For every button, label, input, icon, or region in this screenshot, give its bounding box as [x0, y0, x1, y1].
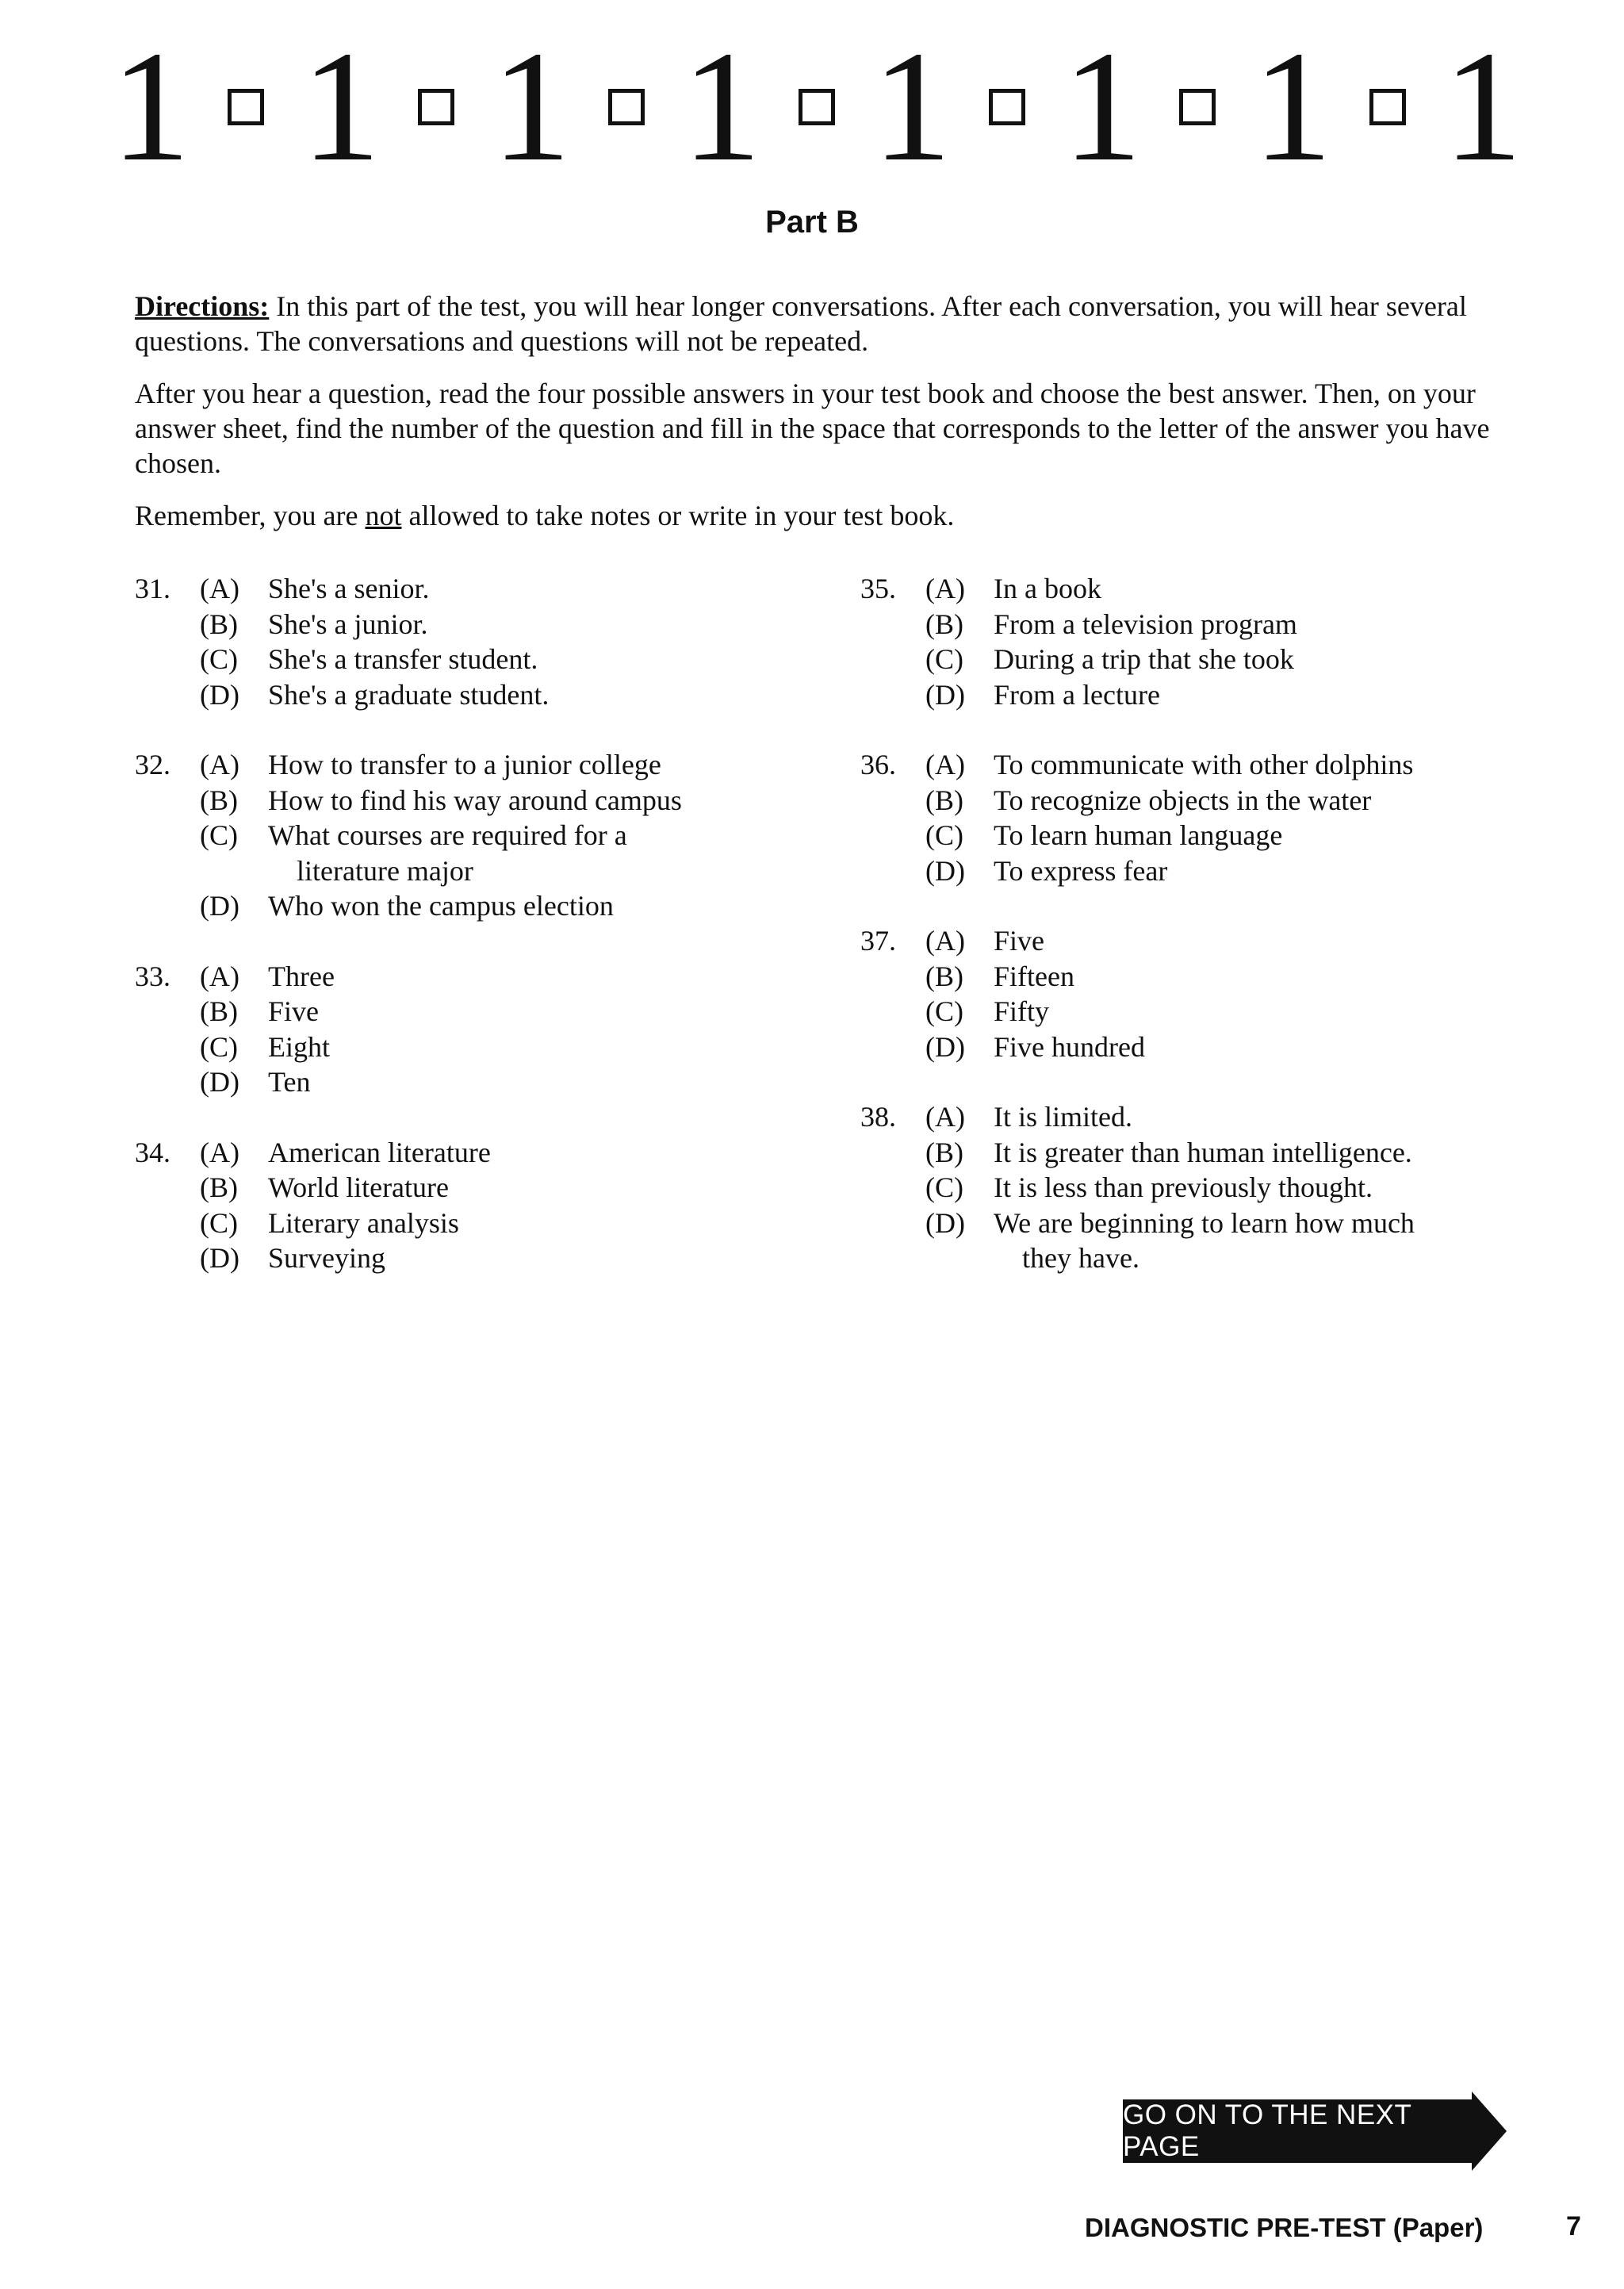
question-number: 38.: [860, 1101, 896, 1133]
option-letter: (B): [200, 1171, 238, 1203]
option-letter: (A): [925, 925, 965, 957]
page-number: 7: [1566, 2211, 1581, 2241]
option-text-line: It is limited.: [994, 1101, 1132, 1133]
answer-option: [200, 677, 833, 713]
directions-label: Directions:: [135, 290, 270, 322]
answer-option: [925, 1029, 1550, 1065]
option-text: [268, 747, 833, 783]
answer-option: [200, 1170, 833, 1206]
section-number-digit: 1: [872, 19, 952, 194]
question-item: [135, 959, 833, 1100]
answer-option: [925, 677, 1550, 713]
answer-option: [925, 1206, 1550, 1276]
directions-paragraph: [135, 289, 1499, 358]
section-number-digit: 1: [682, 19, 761, 194]
option-text: [994, 818, 1550, 853]
option-text: [268, 888, 833, 924]
option-letter: (D): [200, 678, 239, 711]
option-text-line: To express fear: [994, 854, 1168, 887]
reminder-emphasis: not: [365, 500, 402, 531]
option-text-line: During a trip that she took: [994, 643, 1294, 675]
option-text-line: Three: [268, 960, 335, 992]
option-text: [994, 1135, 1550, 1171]
option-text: [268, 642, 833, 677]
option-text-line: Ten: [268, 1066, 311, 1098]
question-number: 34.: [135, 1136, 170, 1168]
option-text: [994, 747, 1550, 783]
answer-option: [200, 1029, 833, 1065]
part-title: Part B: [765, 205, 859, 240]
option-letter: (A): [200, 573, 239, 604]
instructions-paragraph: After you hear a question, read the four possible answers in your test book and choose the best answer. Then, on your answer sheet, find the number of the question and fill in the space that corresponds to the letter of the answer you have chosen.: [135, 378, 1490, 479]
option-text-line: She's a transfer student.: [268, 643, 538, 675]
answer-option: [925, 1099, 1550, 1135]
questions-column-left: [135, 571, 833, 1276]
option-text-line: Eight: [268, 1030, 330, 1063]
answer-option: [200, 1135, 833, 1171]
option-letter: (D): [200, 1242, 239, 1274]
option-text-line: Fifteen: [994, 960, 1074, 992]
option-text: [268, 818, 833, 888]
option-text: [268, 1029, 833, 1065]
option-text-continuation: literature major: [297, 854, 473, 887]
section-number-digit: 1: [492, 19, 571, 194]
question-item: [860, 1099, 1550, 1276]
option-letter: (B): [925, 960, 963, 992]
answer-option: [200, 994, 833, 1029]
option-letter: (B): [925, 608, 963, 640]
question-number: 33.: [135, 960, 170, 992]
reminder-text-start: Remember, you are: [135, 500, 366, 531]
option-text: [994, 642, 1550, 677]
option-text: [268, 1135, 833, 1171]
option-letter: (C): [925, 995, 963, 1027]
answer-option: [200, 783, 833, 819]
option-text-line: We are beginning to learn how much: [994, 1206, 1415, 1239]
option-text-line: She's a senior.: [268, 573, 430, 604]
option-text: [994, 607, 1550, 642]
answer-option: [925, 571, 1550, 607]
footer-title: [1085, 2213, 1483, 2243]
option-text-line: How to transfer to a junior college: [268, 749, 661, 780]
square-box-icon: [228, 89, 264, 125]
option-text-line: From a lecture: [994, 678, 1160, 711]
option-text-continuation: they have.: [1022, 1242, 1139, 1274]
option-text: [268, 607, 833, 642]
option-text-line: Five: [268, 995, 320, 1027]
next-page-label: GO ON TO THE NEXT PAGE: [1123, 2099, 1472, 2163]
answer-option: [200, 1064, 833, 1100]
question-item: [860, 571, 1550, 712]
section-number-digit: 1: [301, 19, 381, 194]
directions-text: In this part of the test, you will hear longer conversations. After each conversation, you will hear several questions. The conversations and questions will not be repeated.: [135, 290, 1467, 357]
answer-option: [200, 747, 833, 783]
option-letter: (C): [925, 819, 963, 851]
section-number-digit: 1: [1063, 19, 1142, 194]
option-letter: (B): [200, 608, 238, 640]
questions-column-right: [860, 571, 1550, 1276]
reminder-paragraph: [135, 498, 1499, 533]
option-letter: (D): [925, 1030, 965, 1063]
option-text-line: Five hundred: [994, 1030, 1145, 1063]
option-text: [994, 783, 1550, 819]
section-number-digit: 1: [111, 19, 190, 194]
answer-option: [200, 1206, 833, 1241]
reminder-text-end: allowed to take notes or write in your test book.: [401, 500, 955, 531]
option-text: [994, 1170, 1550, 1206]
option-text: [994, 853, 1550, 889]
option-text-line: Fifty: [994, 995, 1050, 1027]
option-text-line: She's a graduate student.: [268, 678, 550, 711]
answer-option: [200, 642, 833, 677]
option-letter: (D): [925, 854, 965, 887]
answer-option: [200, 888, 833, 924]
arrow-right-icon: [1472, 2092, 1507, 2171]
option-text-line: What courses are required for a: [268, 819, 627, 851]
option-letter: (C): [200, 1030, 238, 1063]
option-text: [994, 571, 1550, 607]
option-letter: (A): [925, 1101, 965, 1133]
option-text-line: To recognize objects in the water: [994, 784, 1372, 816]
question-number: 31.: [135, 573, 170, 604]
answer-option: [925, 923, 1550, 959]
answer-option: [925, 607, 1550, 642]
answer-option: [925, 783, 1550, 819]
square-box-icon: [608, 89, 645, 125]
option-letter: (A): [200, 1136, 239, 1168]
answer-option: [200, 571, 833, 607]
section-number-digit: 1: [1253, 19, 1332, 194]
option-text: [268, 1240, 833, 1276]
square-box-icon: [1179, 89, 1216, 125]
option-text: [268, 571, 833, 607]
option-text-line: World literature: [268, 1171, 450, 1203]
question-item: [860, 747, 1550, 888]
option-text-line: American literature: [268, 1136, 491, 1168]
option-letter: (A): [925, 749, 965, 780]
option-text: [268, 1206, 833, 1241]
option-letter: (C): [200, 1206, 238, 1239]
option-letter: (A): [925, 573, 965, 604]
answer-option: [925, 853, 1550, 889]
answer-option: [925, 818, 1550, 853]
square-box-icon: [1369, 89, 1406, 125]
question-item: [135, 1135, 833, 1276]
option-letter: (C): [200, 819, 238, 851]
question-item: [135, 571, 833, 712]
option-letter: (B): [200, 995, 238, 1027]
answer-option: [200, 959, 833, 995]
answer-option: [925, 1135, 1550, 1171]
option-text: [268, 1064, 833, 1100]
answer-option: [925, 747, 1550, 783]
question-item: [135, 747, 833, 924]
option-text-line: To communicate with other dolphins: [994, 749, 1414, 780]
question-number: 32.: [135, 749, 170, 780]
option-text-line: Five: [994, 925, 1045, 957]
section-header-band: [111, 19, 1522, 194]
option-text-line: To learn human language: [994, 819, 1283, 851]
answer-option: [200, 818, 833, 888]
option-letter: (A): [200, 960, 239, 992]
square-box-icon: [989, 89, 1025, 125]
option-text: [994, 1206, 1550, 1276]
answer-option: [925, 994, 1550, 1029]
footer-test-name: DIAGNOSTIC PRE-TEST: [1085, 2213, 1386, 2242]
option-letter: (C): [925, 1171, 963, 1203]
option-letter: (C): [200, 643, 238, 675]
footer-paper-label: (Paper): [1392, 2213, 1484, 2242]
question-number: 36.: [860, 749, 896, 780]
option-letter: (D): [200, 1066, 239, 1098]
option-text: [994, 923, 1550, 959]
option-text-line: She's a junior.: [268, 608, 428, 640]
option-text: [268, 783, 833, 819]
answer-option: [925, 959, 1550, 995]
option-text: [994, 1099, 1550, 1135]
option-letter: (B): [200, 784, 238, 816]
option-text-line: How to find his way around campus: [268, 784, 682, 816]
option-text: [268, 1170, 833, 1206]
square-box-icon: [799, 89, 835, 125]
option-letter: (D): [925, 1206, 965, 1239]
answer-option: [200, 607, 833, 642]
option-text-line: In a book: [994, 573, 1101, 604]
option-text: [994, 677, 1550, 713]
option-letter: (B): [925, 784, 963, 816]
option-letter: (D): [200, 890, 239, 922]
option-text-line: It is less than previously thought.: [994, 1171, 1373, 1203]
option-letter: (A): [200, 749, 239, 780]
option-text: [268, 677, 833, 713]
option-text-line: It is greater than human intelligence.: [994, 1136, 1412, 1168]
square-box-icon: [418, 89, 454, 125]
answer-option: [925, 642, 1550, 677]
option-text-line: Surveying: [268, 1242, 385, 1274]
option-text-line: From a television program: [994, 608, 1297, 640]
section-number-digit: 1: [1443, 19, 1522, 194]
option-text: [994, 994, 1550, 1029]
option-text: [268, 959, 833, 995]
option-letter: (B): [925, 1136, 963, 1168]
option-text: [994, 1029, 1550, 1065]
question-number: 35.: [860, 573, 896, 604]
option-text: [994, 959, 1550, 995]
option-text-line: Who won the campus election: [268, 890, 614, 922]
next-page-banner: [1123, 2092, 1511, 2171]
question-item: [860, 923, 1550, 1064]
answer-option: [925, 1170, 1550, 1206]
option-text-line: Literary analysis: [268, 1206, 459, 1239]
option-letter: (C): [925, 643, 963, 675]
option-letter: (D): [925, 678, 965, 711]
option-text: [268, 994, 833, 1029]
answer-option: [200, 1240, 833, 1276]
question-number: 37.: [860, 925, 896, 957]
